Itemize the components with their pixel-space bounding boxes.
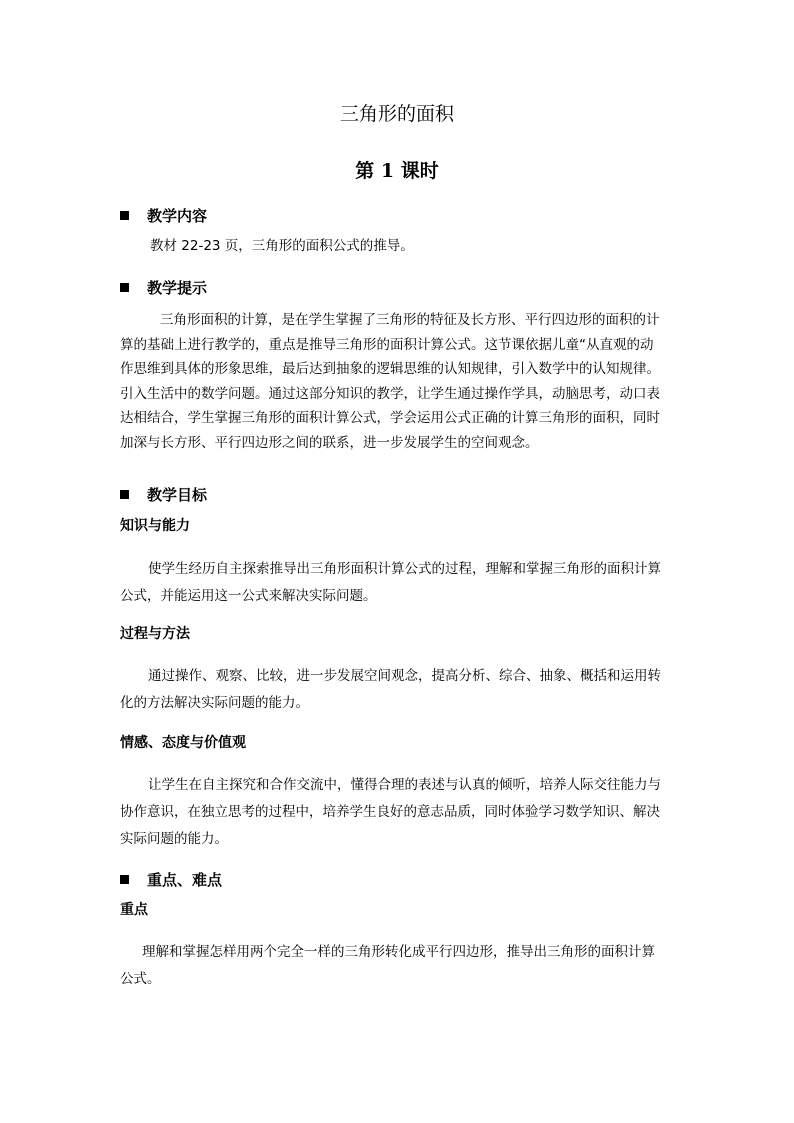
paragraph-line: 作思维到具体的形象思维，最后达到抽象的逻辑思维的认知规律，引入数学中的认知规律。 [120, 361, 660, 377]
paragraph-line: 三角形面积的计算，是在学生掌握了三角形的特征及长方形、平行四边形的面积的计 [160, 312, 660, 328]
focus-paragraph [120, 939, 676, 993]
tips-paragraph [120, 308, 676, 455]
process-paragraph [120, 663, 676, 717]
lesson-title: 第 1 课时 [355, 160, 439, 182]
square-bullet-icon [120, 283, 129, 292]
square-bullet-icon [120, 211, 129, 220]
square-bullet-icon [120, 875, 129, 884]
paragraph-line: 通过操作、观察、比较，进一步发展空间观念，提高分析、综合、抽象、概括和运用转 [148, 668, 661, 684]
emotion-paragraph [120, 772, 676, 853]
paragraph-line: 理解和掌握怎样用两个完全一样的三角形转化成平行四边形，推导出三角形的面积计算 [142, 944, 655, 960]
subheading-emotion: 情感、态度与价值观 [120, 735, 246, 751]
document-title: 三角形的面积 [339, 103, 454, 125]
section-heading-label: 教学提示 [147, 279, 208, 297]
section-heading-label: 重点、难点 [147, 871, 223, 889]
paragraph-line: 公式。 [120, 971, 161, 987]
paragraph-line: 达相结合，学生掌握三角形的面积计算公式，学会运用公式正确的计算三角形的面积，同时 [120, 410, 660, 426]
paragraph-line: 让学生在自主探究和合作交流中，懂得合理的表述与认真的倾听，培养人际交往能力与 [148, 777, 661, 793]
paragraph-line: 算的基础上进行教学的，重点是推导三角形的面积计算公式。这节课依据儿童“从直观的动 [120, 336, 654, 353]
subheading-knowledge: 知识与能力 [120, 518, 190, 534]
paragraph-line: 教材 22-23 页，三角形的面积公式的推导。 [150, 238, 414, 254]
paragraph-line: 使学生经历自主探索推导出三角形面积计算公式的过程，理解和掌握三角形的面积计算 [148, 561, 661, 577]
paragraph-line: 公式，并能运用这一公式来解决实际问题。 [120, 588, 377, 604]
paragraph-line: 加深与长方形、平行四边形之间的联系，进一步发展学生的空间观念。 [120, 434, 539, 451]
subheading-process: 过程与方法 [120, 626, 190, 642]
subheading-focus: 重点 [120, 902, 148, 918]
section-teaching-tips [120, 277, 207, 299]
section-heading-label: 教学目标 [147, 486, 208, 504]
section-key-points [120, 869, 222, 891]
paragraph-line: 引入生活中的数学问题。通过这部分知识的教学，让学生通过操作学具，动脑思考，动口表 [120, 385, 660, 402]
section-teaching-content [120, 205, 207, 227]
square-bullet-icon [120, 490, 129, 499]
section-heading-label: 教学内容 [147, 207, 208, 225]
paragraph-line: 化的方法解决实际问题的能力。 [120, 695, 309, 711]
content-paragraph [150, 236, 676, 256]
knowledge-paragraph [120, 556, 676, 610]
paragraph-line: 协作意识，在独立思考的过程中，培养学生良好的意志品质，同时体验学习数学知识、解决 [120, 804, 660, 820]
paragraph-line: 实际问题的能力。 [120, 831, 228, 847]
section-teaching-goals [120, 484, 207, 506]
